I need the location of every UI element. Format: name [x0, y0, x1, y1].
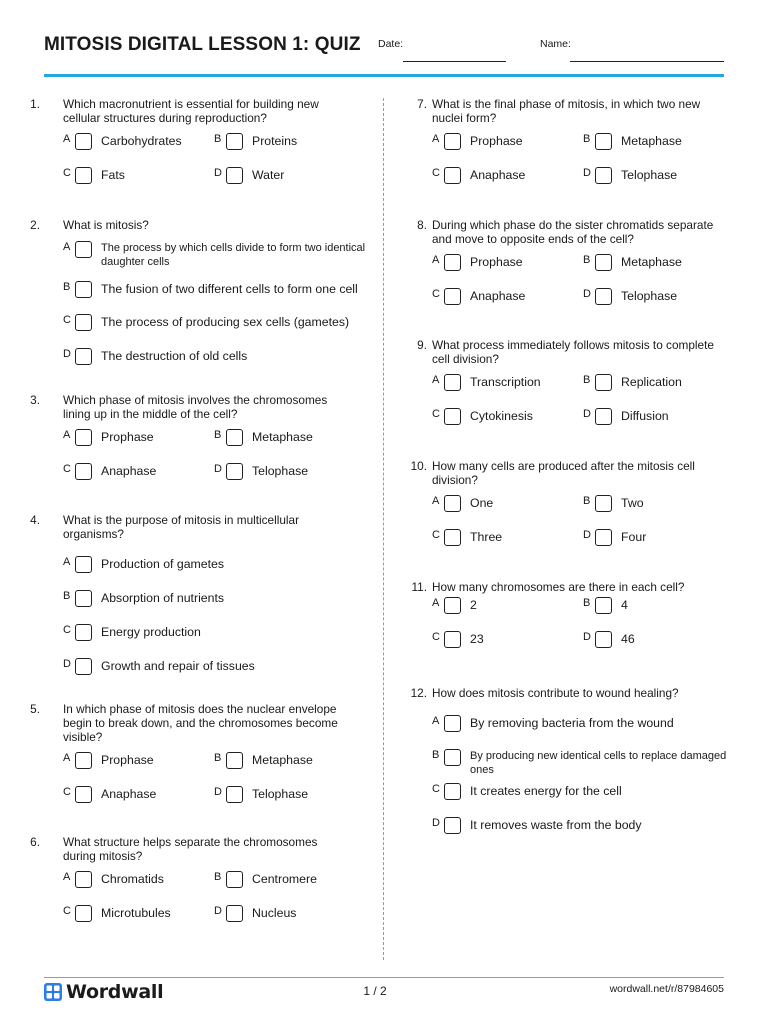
option-letter: C	[63, 167, 71, 179]
option-letter: B	[583, 133, 591, 145]
question-number: 6.	[30, 835, 40, 849]
question-text: What is the final phase of mitosis, in which two new nuclei form?	[432, 97, 701, 125]
option-text: Water	[252, 168, 285, 182]
question-number: 11.	[411, 580, 427, 594]
option-letter: A	[432, 374, 440, 386]
answer-checkbox[interactable]	[75, 167, 92, 184]
answer-checkbox[interactable]	[595, 597, 612, 614]
answer-checkbox[interactable]	[595, 167, 612, 184]
option-letter: C	[63, 314, 71, 326]
answer-checkbox[interactable]	[595, 408, 612, 425]
option-text: Telophase	[621, 168, 678, 182]
option-letter: B	[63, 590, 71, 602]
option-text: Fats	[101, 168, 125, 182]
answer-checkbox[interactable]	[595, 495, 612, 512]
option-letter: A	[432, 715, 440, 727]
answer-checkbox[interactable]	[226, 429, 243, 446]
question-number: 5.	[30, 702, 40, 716]
option-letter: A	[63, 241, 71, 253]
answer-checkbox[interactable]	[595, 529, 612, 546]
answer-checkbox[interactable]	[75, 556, 92, 573]
option-text: Microtubules	[101, 906, 171, 920]
answer-checkbox[interactable]	[595, 254, 612, 271]
answer-checkbox[interactable]	[226, 786, 243, 803]
option-letter: A	[63, 871, 71, 883]
option-text: It removes waste from the body	[470, 818, 642, 832]
answer-checkbox[interactable]	[595, 631, 612, 648]
option-text: Carbohydrates	[101, 134, 182, 148]
option-text: Replication	[621, 375, 682, 389]
answer-checkbox[interactable]	[75, 624, 92, 641]
option-letter: B	[214, 133, 222, 145]
question-number: 3.	[30, 393, 40, 407]
answer-checkbox[interactable]	[226, 905, 243, 922]
question-text: How many cells are produced after the mitosis cell division?	[432, 459, 695, 487]
question-text: What structure helps separate the chromosomes during mitosis?	[63, 835, 318, 863]
question-text: During which phase do the sister chromatids separate and move to opposite ends of the cell?	[432, 218, 714, 246]
question-text: Which macronutrient is essential for building new cellular structures during reproduction?	[63, 97, 319, 125]
option-text: The fusion of two different cells to form one cell	[101, 282, 358, 296]
option-letter: C	[432, 529, 440, 541]
answer-checkbox[interactable]	[444, 288, 461, 305]
option-text: Anaphase	[470, 289, 526, 303]
option-text: Centromere	[252, 872, 317, 886]
answer-checkbox[interactable]	[75, 871, 92, 888]
page-number: 1 / 2	[363, 984, 387, 998]
option-text: Metaphase	[621, 134, 682, 148]
option-text: Energy production	[101, 625, 201, 639]
date-label: Date:	[378, 38, 404, 50]
question-text: What is mitosis?	[63, 218, 149, 232]
question-number: 12.	[410, 686, 427, 700]
option-letter: B	[214, 429, 222, 441]
question-text: How many chromosomes are there in each cell?	[432, 580, 685, 594]
option-letter: D	[214, 905, 222, 917]
answer-checkbox[interactable]	[595, 374, 612, 391]
activity-url[interactable]: wordwall.net/r/87984605	[609, 983, 724, 995]
option-letter: A	[432, 133, 440, 145]
option-text: Proteins	[252, 134, 298, 148]
answer-checkbox[interactable]	[444, 133, 461, 150]
option-text: Chromatids	[101, 872, 164, 886]
option-letter: D	[214, 786, 222, 798]
option-text: By removing bacteria from the wound	[470, 716, 674, 730]
option-text: Metaphase	[252, 753, 313, 767]
option-letter: C	[63, 624, 71, 636]
option-text: Four	[621, 530, 647, 544]
option-letter: D	[63, 348, 71, 360]
option-letter: D	[583, 529, 591, 541]
option-letter: D	[63, 658, 71, 670]
option-text: 46	[621, 632, 635, 646]
date-field[interactable]	[403, 61, 506, 62]
option-text: Metaphase	[252, 430, 313, 444]
option-letter: B	[432, 749, 440, 761]
option-letter: C	[432, 167, 440, 179]
option-letter: C	[432, 631, 440, 643]
question-number: 8.	[417, 218, 427, 232]
option-letter: B	[214, 871, 222, 883]
option-text: Absorption of nutrients	[101, 591, 225, 605]
answer-checkbox[interactable]	[75, 752, 92, 769]
question-number: 9.	[417, 338, 427, 352]
question-text: What process immediately follows mitosis to complete cell division?	[432, 338, 714, 366]
option-letter: A	[432, 597, 440, 609]
question-number: 10.	[410, 459, 427, 473]
answer-checkbox[interactable]	[226, 871, 243, 888]
option-text: Three	[470, 530, 503, 544]
answer-checkbox[interactable]	[75, 905, 92, 922]
wordwall-logo-icon	[44, 983, 62, 1001]
option-text: Prophase	[101, 753, 154, 767]
option-letter: D	[583, 631, 591, 643]
answer-checkbox[interactable]	[595, 288, 612, 305]
answer-checkbox[interactable]	[75, 241, 92, 258]
option-letter: C	[432, 783, 440, 795]
answer-checkbox[interactable]	[75, 590, 92, 607]
answer-checkbox[interactable]	[444, 374, 461, 391]
answer-checkbox[interactable]	[444, 749, 461, 766]
option-letter: B	[583, 495, 591, 507]
question-text: What is the purpose of mitosis in multicellular organisms?	[63, 513, 300, 541]
answer-checkbox[interactable]	[226, 133, 243, 150]
option-text: Prophase	[470, 134, 523, 148]
option-letter: A	[432, 495, 440, 507]
name-field[interactable]	[570, 61, 724, 62]
answer-checkbox[interactable]	[75, 429, 92, 446]
answer-checkbox[interactable]	[226, 167, 243, 184]
question-number: 7.	[417, 97, 427, 111]
option-text: The destruction of old cells	[101, 349, 248, 363]
option-letter: D	[583, 408, 591, 420]
header-divider	[44, 74, 724, 77]
option-text: Telophase	[252, 787, 309, 801]
option-letter: C	[432, 288, 440, 300]
option-letter: D	[432, 817, 440, 829]
option-text: Production of gametes	[101, 557, 225, 571]
option-letter: C	[63, 905, 71, 917]
option-letter: A	[432, 254, 440, 266]
option-text: Anaphase	[101, 464, 157, 478]
answer-checkbox[interactable]	[75, 348, 92, 365]
answer-checkbox[interactable]	[75, 786, 92, 803]
answer-checkbox[interactable]	[444, 783, 461, 800]
wordwall-logo-text: Wordwall	[66, 981, 164, 1003]
option-letter: D	[583, 288, 591, 300]
footer-divider	[44, 977, 724, 978]
answer-checkbox[interactable]	[444, 715, 461, 732]
option-letter: D	[214, 463, 222, 475]
option-text: Nucleus	[252, 906, 297, 920]
option-letter: A	[63, 556, 71, 568]
option-text: Two	[621, 496, 644, 510]
option-text: By producing new identical cells to replace damaged ones	[470, 750, 727, 776]
option-letter: A	[63, 133, 71, 145]
option-letter: C	[63, 786, 71, 798]
column-divider	[383, 98, 384, 960]
answer-checkbox[interactable]	[75, 133, 92, 150]
option-letter: A	[63, 752, 71, 764]
option-text: 23	[470, 632, 484, 646]
option-letter: B	[583, 254, 591, 266]
answer-checkbox[interactable]	[444, 817, 461, 834]
question-number: 2.	[30, 218, 40, 232]
answer-checkbox[interactable]	[444, 495, 461, 512]
answer-checkbox[interactable]	[75, 314, 92, 331]
option-text: The process by which cells divide to form two identical daughter cells	[101, 242, 366, 268]
option-letter: D	[214, 167, 222, 179]
option-letter: C	[63, 463, 71, 475]
question-number: 1.	[30, 97, 40, 111]
option-text: Anaphase	[101, 787, 157, 801]
option-letter: D	[583, 167, 591, 179]
option-text: Prophase	[101, 430, 154, 444]
question-text: In which phase of mitosis does the nuclear envelope begin to break down, and the chromosomes become visible?	[63, 702, 338, 744]
page-title: MITOSIS DIGITAL LESSON 1: QUIZ	[44, 34, 361, 55]
option-letter: B	[583, 597, 591, 609]
option-text: 2	[470, 598, 477, 612]
option-text: Cytokinesis	[470, 409, 533, 423]
option-text: It creates energy for the cell	[470, 784, 622, 798]
question-number: 4.	[30, 513, 40, 527]
option-text: Growth and repair of tissues	[101, 659, 255, 673]
answer-checkbox[interactable]	[595, 133, 612, 150]
option-text: Diffusion	[621, 409, 669, 423]
option-text: 4	[621, 598, 628, 612]
option-text: Prophase	[470, 255, 523, 269]
answer-checkbox[interactable]	[75, 463, 92, 480]
answer-checkbox[interactable]	[444, 408, 461, 425]
answer-checkbox[interactable]	[444, 167, 461, 184]
option-text: The process of producing sex cells (gametes)	[101, 315, 350, 329]
option-text: One	[470, 496, 494, 510]
answer-checkbox[interactable]	[75, 281, 92, 298]
option-letter: A	[63, 429, 71, 441]
option-text: Transcription	[470, 375, 541, 389]
name-label: Name:	[540, 38, 571, 50]
answer-checkbox[interactable]	[75, 658, 92, 675]
wordwall-logo	[44, 982, 163, 1002]
option-letter: B	[63, 281, 71, 293]
question-text: How does mitosis contribute to wound healing?	[432, 686, 679, 700]
answer-checkbox[interactable]	[226, 463, 243, 480]
option-text: Telophase	[252, 464, 309, 478]
answer-checkbox[interactable]	[444, 529, 461, 546]
answer-checkbox[interactable]	[444, 597, 461, 614]
question-text: Which phase of mitosis involves the chromosomes lining up in the middle of the cell?	[63, 393, 328, 421]
option-letter: B	[583, 374, 591, 386]
option-text: Anaphase	[470, 168, 526, 182]
option-text: Metaphase	[621, 255, 682, 269]
answer-checkbox[interactable]	[444, 631, 461, 648]
option-text: Telophase	[621, 289, 678, 303]
answer-checkbox[interactable]	[226, 752, 243, 769]
option-letter: C	[432, 408, 440, 420]
option-letter: B	[214, 752, 222, 764]
answer-checkbox[interactable]	[444, 254, 461, 271]
